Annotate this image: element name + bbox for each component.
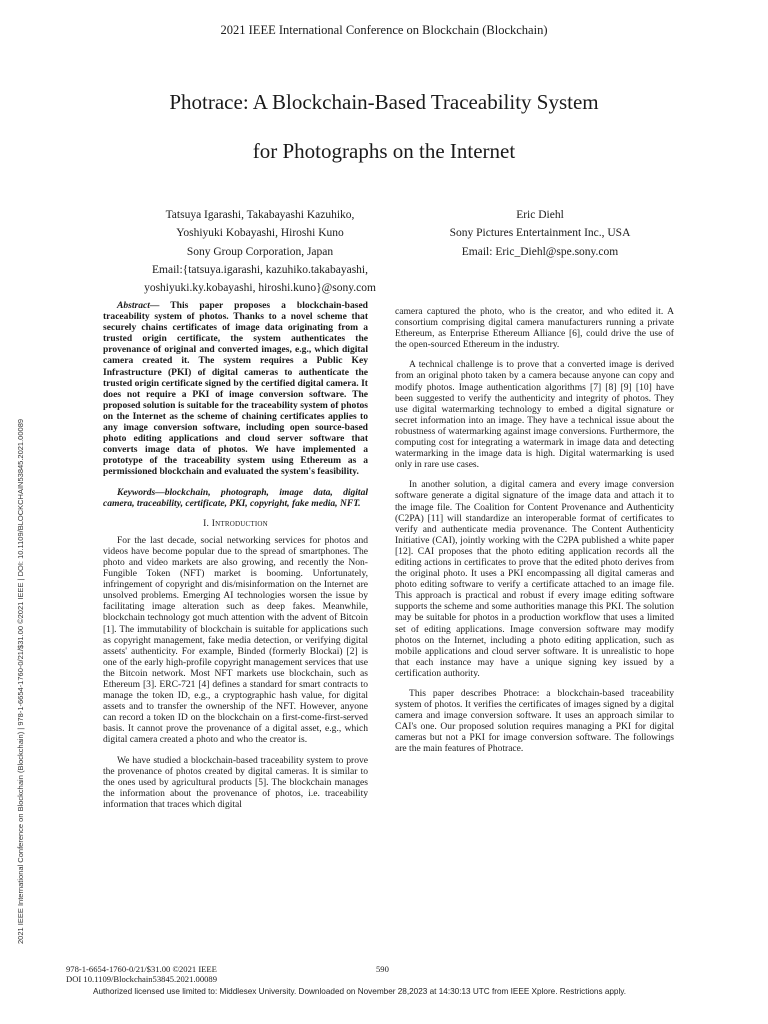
- conference-header: 2021 IEEE International Conference on Blockchain (Blockchain): [220, 23, 548, 37]
- section-title: Introduction: [211, 517, 268, 529]
- author-line: Email: Eric_Diehl@spe.sony.com: [461, 245, 619, 258]
- author-line: Sony Pictures Entertainment Inc., USA: [449, 227, 631, 240]
- section-heading-introduction: [103, 518, 368, 529]
- body-paragraph: camera captured the photo, who is the creator, and who edited it. A consortium comprising digital camera manufacturers running a private Ethereum, as Enterprise Ethereum Alliance [6], could drive the use of the open-sourced Ethereum in the industry.: [395, 306, 674, 351]
- abstract-text: This paper proposes a blockchain-based traceability system of photos. Thanks to a novel scheme that securely chains certificates of image data originating from a trusted origin certificate, the system authenticates the provenance of original and converted images, e.g., which digital camera created it. The system requires a Public Key Infrastructure (PKI) of digital cameras to authenticate the trusted origin certificate signed by the certified digital camera. It does not require a PKI of image conversion software. The proposed solution is suitable for the traceability system of photos on the Internet as the scheme of chaining certificates applies to any image conversion software, including open source-based photo editing applications and cloud server software that converts image data of photos. We have implemented a prototype of the traceability system using Ethereum as a permissioned blockchain and evaluated the system's feasibility.: [103, 300, 368, 478]
- abstract-lead: Abstract—: [117, 300, 160, 311]
- body-paragraph: We have studied a blockchain-based traceability system to prove the provenance of photos created by digital cameras. It is similar to the ones used by agricultural products [5]. The blockchain manages the information about the provenance of photos, i.e. traceability information that traces which digital: [103, 754, 368, 810]
- section-number: I.: [203, 517, 210, 529]
- page-number: 590: [376, 964, 389, 974]
- body-paragraph: In another solution, a digital camera and every image conversion software generate a digital signature of the image data and attach it to the image file. The Coalition for Content Provenance and Authenticity (C2PA) [11] will standardize an interoperable format of certificates to verify and authenticate media provenance. The Content Authenticity Initiative (CAI), jointly working with the C2PA published a white paper [12]. CAI proposes that the photo editing application records all the editing actions in certificates to prove that the edited photo derives from the original photo. It uses a PKI encompassing all digital cameras and photo editing software to verify a certificate attached to an image file. This approach is practical and robust if every image editing software supports the scheme and some authorities manage this PKI. The solution may be suitable for photos in a production workflow that uses a limited set of editing applications. Image conversion software may modify photos on the Internet, including a photo editing application, such as mobile applications and cloud server software. It is unrealistic to hope that each instance may have a unique signing key issued by a certification authority.: [395, 479, 674, 679]
- paper-title-line-1: Photrace: A Blockchain-Based Traceability System: [169, 90, 599, 114]
- author-line: yoshiyuki.ky.kobayashi, hiroshi.kuno}@sony.com: [144, 282, 376, 295]
- right-column: [395, 306, 674, 755]
- author-line: Email:{tatsuya.igarashi, kazuhiko.takabayashi,: [152, 263, 368, 276]
- footer-doi: DOI 10.1109/Blockchain53845.2021.00089: [66, 974, 218, 985]
- author-line: Sony Group Corporation, Japan: [186, 245, 334, 258]
- license-notice: Authorized licensed use limited to: Middlesex University. Downloaded on November 28,2023 at 14:30:13 UTC from IEEE Xplore. Restrictions apply.: [93, 987, 627, 996]
- paper-title-line-2: for Photographs on the Internet: [252, 139, 516, 163]
- abstract: [103, 300, 368, 478]
- keywords: Keywords—blockchain, photograph, image data, digital camera, traceability, certificate, PKI, copyright, fake media, NFT.: [103, 486, 368, 509]
- author-line: Eric Diehl: [516, 209, 564, 221]
- body-paragraph: For the last decade, social networking services for photos and videos have become popular due to the spread of smartphones. The photo and video markets are also growing, and recently the Non-Fungible Token (NFT) market is booming. Unfortunately, infringement of copyright and dis/misinformation on the Internet are unsolved problems. Emerging AI technologies worsen the issue by facilitating image alteration such as deep fakes. Meanwhile, blockchain technology got much attention with the advent of Bitcoin [1]. The immutability of blockchain is suitable for applications such as copyright management, fake media detection, or verifying digital assets' authenticity. For example, Binded (formerly Blockai) [2] is one of the early high-profile copyright management services that use the Bitcoin network. Most NFT markets use blockchain, such as Ethereum [3]. ERC-721 [4] defines a standard for smart contracts to manage the token ID, e.g., a cryptographic hash value, for digital assets and to transfer the ownership of the NFT. However, anyone can record a token ID on the blockchain on a first-come-first-served basis. It cannot prove the provenance of a digital asset, e.g., which digital camera created a photo and who the creator is.: [103, 534, 368, 746]
- author-line: Tatsuya Igarashi, Takabayashi Kazuhiko,: [165, 209, 355, 221]
- body-paragraph: This paper describes Photrace: a blockchain-based traceability system of photos. It verifies the certificates of images signed by a digital camera and image conversion software. It uses an approach similar to CAI's one. Our proposed solution requires managing a PKI for digital cameras but not a PKI for image conversion software. The followings are the main features of Photrace.: [395, 688, 674, 755]
- footer-identifiers: [66, 964, 217, 985]
- body-paragraph: A technical challenge is to prove that a converted image is derived from an original photo taken by a camera because anyone can copy and modify photos. Image authentication algorithms [7] [8] [9] [10] have been suggested to verify the authenticity and integrity of photos. They use digital watermarking technology to embed a digital signature or secret information into an image. They have a technical issue about the robustness of watermarking against image conversions. Furthermore, the computing cost for integrating a watermark in image data and detecting watermarking in the image data is high. Digital watermarking is used only in rare use cases.: [395, 359, 674, 471]
- authors-left: [110, 206, 410, 297]
- authors-right: [400, 206, 680, 261]
- side-doi-stamp: 2021 IEEE International Conference on Blockchain (Blockchain) | 978-1-6654-1760-0/21/$31.00 ©2021 IEEE | DOI: 10.1109/BLOCKCHAIN53845.2021.00089: [16, 418, 25, 944]
- author-line: Yoshiyuki Kobayashi, Hiroshi Kuno: [176, 227, 344, 240]
- footer-isbn: 978-1-6654-1760-0/21/$31.00 ©2021 IEEE: [66, 964, 217, 974]
- left-column: [103, 300, 368, 810]
